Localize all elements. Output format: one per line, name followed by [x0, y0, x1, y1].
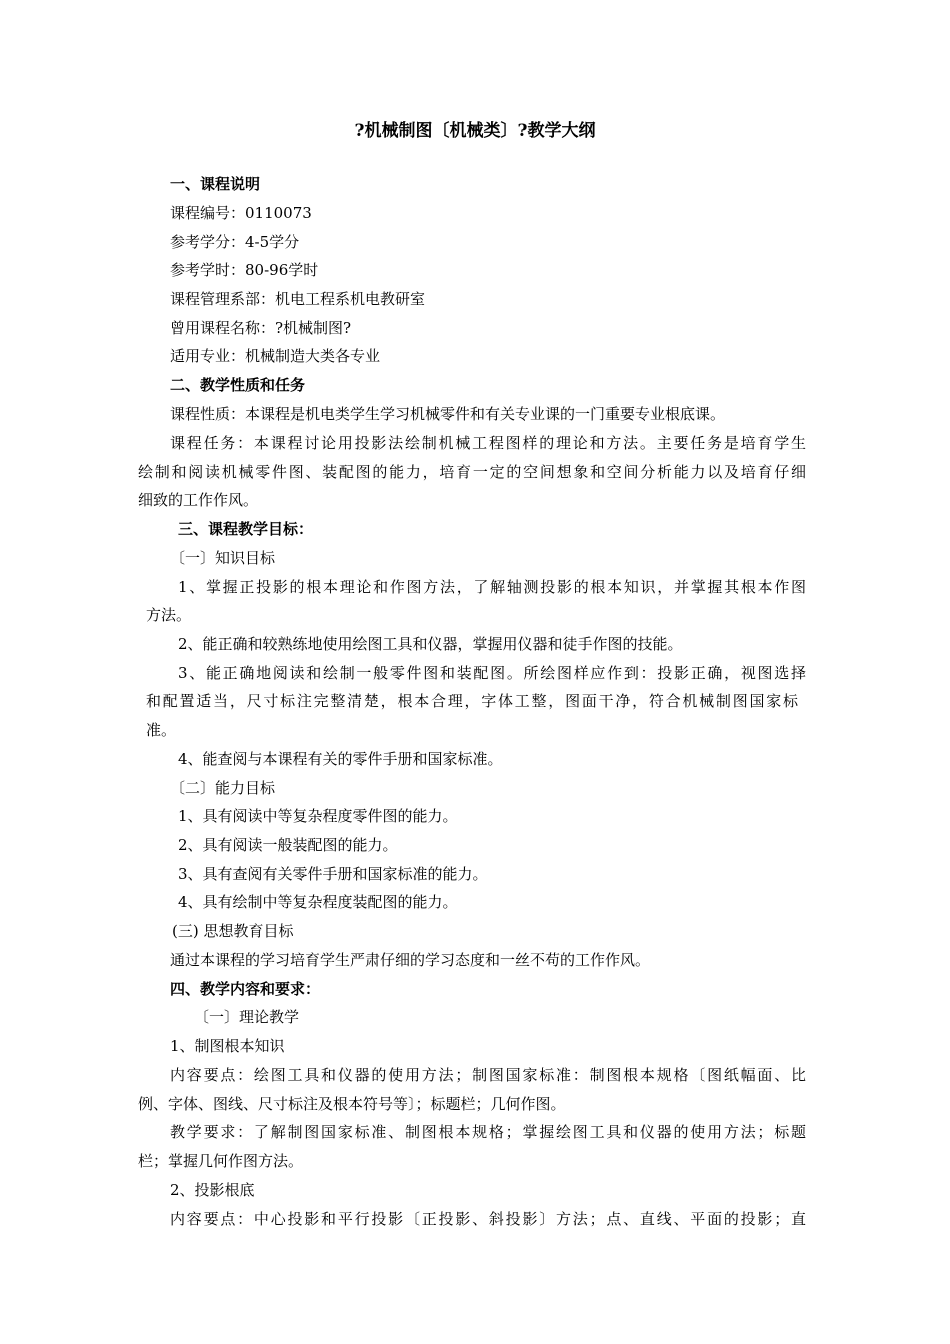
course-task-line3: 细致的工作作风。 [138, 491, 259, 509]
document-title: ?机械制图〔机械类〕?教学大纲 [354, 121, 596, 141]
knowledge-goal-1-line2: 方法。 [146, 606, 192, 624]
knowledge-goal-4: 4、能查阅与本课程有关的零件手册和国家标准。 [178, 750, 503, 768]
course-code: 课程编号：0110073 [170, 204, 312, 222]
topic1-requirement-line2: 栏；掌握几何作图方法。 [138, 1152, 304, 1170]
course-majors: 适用专业：机械制造大类各专业 [170, 347, 381, 365]
section2-heading: 二、教学性质和任务 [170, 376, 306, 394]
knowledge-goal-3-line3: 准。 [146, 721, 177, 739]
course-department: 课程管理系部：机电工程系机电教研室 [170, 290, 426, 308]
course-nature: 课程性质：本课程是机电类学生学习机械零件和有关专业课的一门重要专业根底课。 [170, 405, 726, 423]
ideology-goal: 通过本课程的学习培育学生严肃仔细的学习态度和一丝不苟的工作作风。 [170, 951, 651, 969]
topic1-content-line1: 内容要点：绘图工具和仪器的使用方法；制图国家标准：制图根本规格〔图纸幅面、比 [170, 1066, 806, 1084]
ideology-goals-heading: (三) 思想教育目标 [172, 922, 294, 940]
topic1-content-line2: 例、字体、图线、尺寸标注及根本符号等〕；标题栏；几何作图。 [138, 1095, 566, 1113]
course-hours: 参考学时：80-96学时 [170, 261, 319, 279]
ability-goals-heading: 〔二〕能力目标 [170, 779, 276, 797]
knowledge-goal-1-line1: 1、掌握正投影的根本理论和作图方法，了解轴测投影的根本知识，并掌握其根本作图 [178, 578, 806, 596]
topic1-heading: 1、制图根本知识 [170, 1037, 285, 1055]
course-task-line2: 绘制和阅读机械零件图、装配图的能力，培育一定的空间想象和空间分析能力以及培育仔细 [138, 463, 806, 481]
knowledge-goal-3-line2: 和配置适当，尺寸标注完整清楚，根本合理，字体工整，图面干净，符合机械制图国家标 [146, 692, 798, 710]
ability-goal-4: 4、具有绘制中等复杂程度装配图的能力。 [178, 893, 458, 911]
topic2-heading: 2、投影根底 [170, 1181, 255, 1199]
course-credits: 参考学分：4-5学分 [170, 233, 300, 251]
course-former-name: 曾用课程名称：?机械制图? [170, 319, 352, 337]
knowledge-goals-heading: 〔一〕知识目标 [170, 549, 276, 567]
topic2-content-line1: 内容要点：中心投影和平行投影〔正投影、斜投影〕方法；点、直线、平面的投影；直 [170, 1210, 806, 1228]
section3-heading: 三、课程教学目标： [178, 520, 314, 538]
ability-goal-1: 1、具有阅读中等复杂程度零件图的能力。 [178, 807, 458, 825]
ability-goal-2: 2、具有阅读一般装配图的能力。 [178, 836, 398, 854]
knowledge-goal-2: 2、能正确和较熟练地使用绘图工具和仪器，掌握用仪器和徒手作图的技能。 [178, 635, 683, 653]
knowledge-goal-3-line1: 3、能正确地阅读和绘制一般零件图和装配图。所绘图样应作到：投影正确，视图选择 [178, 664, 806, 682]
theory-teaching-heading: 〔一〕理论教学 [194, 1008, 300, 1026]
section1-heading: 一、课程说明 [170, 175, 261, 193]
section4-heading: 四、教学内容和要求： [170, 980, 321, 998]
ability-goal-3: 3、具有查阅有关零件手册和国家标准的能力。 [178, 865, 488, 883]
topic1-requirement-line1: 教学要求：了解制图国家标准、制图根本规格；掌握绘图工具和仪器的使用方法；标题 [170, 1123, 806, 1141]
course-task-line1: 课程任务：本课程讨论用投影法绘制机械工程图样的理论和方法。主要任务是培育学生 [170, 434, 806, 452]
